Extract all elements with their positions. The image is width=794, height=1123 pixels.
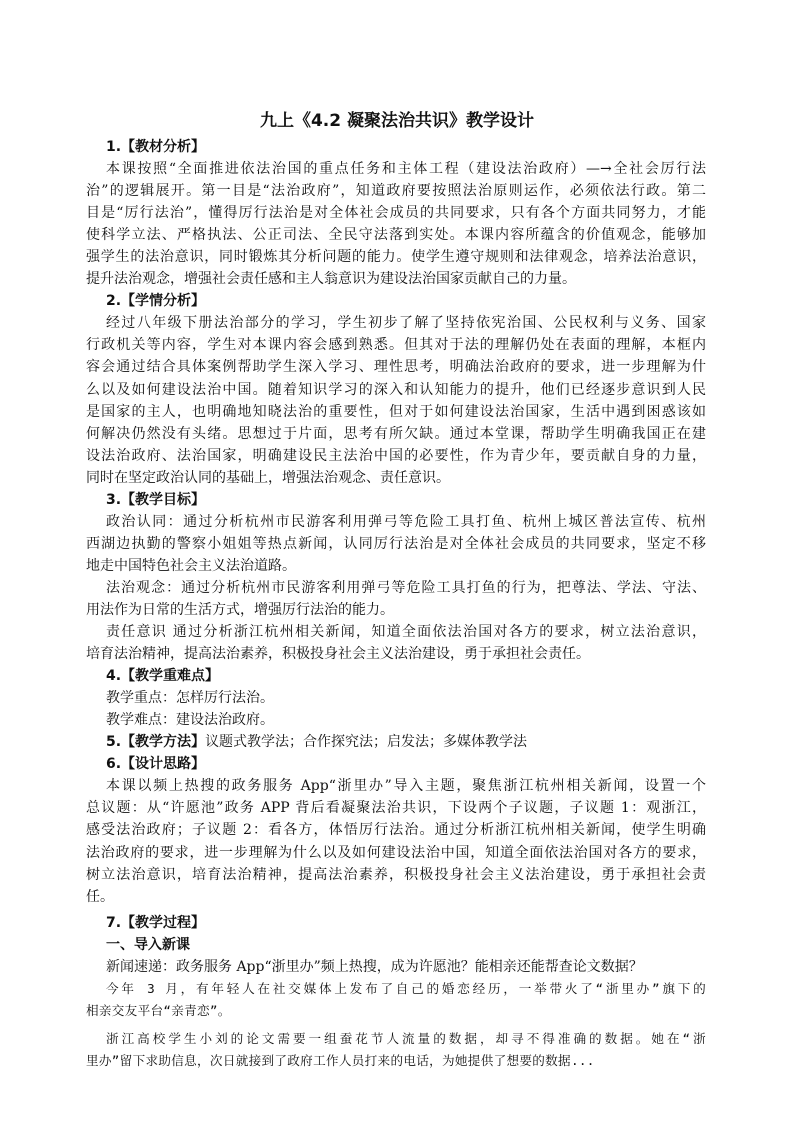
section-textbook-analysis (86, 158, 706, 290)
news-flash-text: 新闻速递：政务服务 App“浙里办”频上热搜，成为许愿池？能相亲还能帮查论文数据？ (106, 958, 643, 975)
section-teaching-methods (86, 731, 706, 753)
paragraph-line: 本课以频上热搜的政务服务 App“浙里办”导入主题，聚焦浙江杭州相关新闻，设置一个 (106, 778, 706, 795)
paragraph-line: 治”的逻辑展开。第一目是“法治政府”，知道政府要按照法治原则运作，必须依法行政。第二 (86, 183, 706, 200)
paragraph-line: 提升法治观念，增强社会责任感和主人翁意识为建设法治国家贡献自己的力量。 (86, 271, 576, 288)
section-heading-teaching-goals: 3.【教学目标】 (106, 491, 206, 508)
document-body (86, 136, 706, 1072)
teaching-methods-text: 议题式教学法；合作探究法；启发法；多媒体教学法 (205, 734, 528, 751)
paragraph-line: 责任意识 通过分析浙江杭州相关新闻，知道全面依法治国对各方的要求，树立法治意识， (106, 624, 706, 641)
paragraph-line: 用法作为日常的生活方式，增强厉行法治的能力。 (86, 601, 394, 618)
paragraph-line: 目是“厉行法治”，懂得厉行法治是对全体社会成员的共同要求，只有各个方面共同努力，才能 (86, 205, 706, 222)
page-title: 九上《4.2 凝聚法治共识》教学设计 (259, 111, 535, 131)
section-design-ideas (86, 775, 706, 907)
paragraph-line: 容会通过结合具体案例帮助学生深入学习、理性思考，明确法治政府的要求，进一步理解为什 (86, 359, 706, 376)
paragraph-line: 政治认同：通过分析杭州市民游客利用弹弓等危险工具打鱼、杭州上城区普法宣传、杭州 (106, 513, 706, 530)
section-heading-learner-analysis: 2.【学情分析】 (106, 293, 206, 310)
paragraph-line: 总议题：从“许愿池”政务 APP 背后看凝聚法治共识，下设两个子议题，子议题 1：观浙江， (86, 800, 706, 817)
paragraph-line: 法治观念：通过分析杭州市民游客利用弹弓等危险工具打鱼的行为，把尊法、学法、守法、 (106, 579, 706, 596)
paragraph-line: 使科学立法、严格执法、公正司法、全民守法落到实处。本课内容所蕴含的价值观念，能够加 (86, 227, 706, 244)
section-heading-teaching-process: 7.【教学过程】 (106, 914, 206, 931)
news-case-line: 浙江高校学生小刘的论文需要一组蚕花节人流量的数据，却寻不得准确的数据。她在“浙 (106, 1030, 706, 1046)
section-heading-textbook-analysis: 1.【教材分析】 (106, 139, 206, 155)
paragraph-line: 强学生的法治意识，同时锻炼其分析问题的能力。使学生遵守规则和法律观念，培养法治意识， (86, 249, 706, 266)
paragraph-line: 感受法治政府；子议题 2：看各方，体悟厉行法治。通过分析浙江杭州相关新闻，使学生明确 (86, 822, 706, 839)
paragraph-line: 教学重点：怎样厉行法治。 (106, 690, 274, 707)
news-case-line: 今年 3 月，有年轻人在社交媒体上发布了自己的婚恋经历，一举带火了“浙里办”旗下的 (106, 980, 706, 996)
news-case-line: 相亲交友平台“亲青恋”。 (86, 1002, 231, 1018)
paragraph-line: 本课按照“全面推进依法治国的重点任务和主体工程（建设法治政府）—→全社会厉行法 (106, 161, 706, 178)
paragraph-line: 行政机关等内容，学生对本课内容会感到熟悉。但其对于法的理解仍处在表面的理解，本框内 (86, 337, 706, 354)
paragraph-line: 是国家的主人，也明确地知晓法治的重要性，但对于如何建设法治国家，生活中遇到困惑该如 (86, 403, 706, 420)
section-teaching-goals (86, 511, 706, 665)
paragraph-line: 设法治政府、法治国家，明确建设民主法治中国的必要性，作为青少年，要贡献自身的力量， (86, 447, 706, 464)
section-heading-design-ideas: 6.【设计思路】 (106, 756, 206, 773)
paragraph-line: 西湖边执勤的警察小姐姐等热点新闻，认同厉行法治是对全体社会成员的共同要求，坚定不移 (86, 535, 706, 552)
section-key-points (86, 687, 706, 731)
paragraph-line: 培育法治精神，提高法治素养，积极投身社会主义法治建设，勇于承担社会责任。 (86, 646, 590, 663)
paragraph-line: 地走中国特色社会主义法治道路。 (86, 557, 296, 574)
paragraph-line: 同时在坚定政治认同的基础上，增强法治观念、责任意识。 (86, 469, 450, 486)
paragraph-line: 么以及如何建设法治中国。随着知识学习的深入和认知能力的提升，他们已经逐步意识到人民 (86, 381, 706, 398)
news-case-line: 里办”留下求助信息，次日就接到了政府工作人员打来的电话，为她提供了想要的数据... (86, 1052, 595, 1068)
paragraph-line: 教学难点：建设法治政府。 (106, 712, 274, 729)
section-heading-teaching-methods: 5.【教学方法】 (106, 734, 206, 751)
paragraph-line: 何解决仍然没有头绪。思想过于片面，思考有所欠缺。通过本堂课，帮助学生明确我国正在建 (86, 425, 706, 442)
section-heading-key-points: 4.【教学重难点】 (106, 668, 220, 685)
paragraph-line: 树立法治意识，培育法治精神，提高法治素养，积极投身社会主义法治建设，勇于承担社会责 (86, 866, 706, 883)
subsection-heading-intro: 一、导入新课 (106, 936, 190, 953)
section-learner-analysis (86, 312, 706, 488)
paragraph-line: 法治政府的要求，进一步理解为什么以及如何建设法治中国，知道全面依法治国对各方的要求， (86, 844, 706, 861)
paragraph-line: 任。 (86, 888, 114, 905)
paragraph-line: 经过八年级下册法治部分的学习，学生初步了解了坚持依宪治国、公民权利与义务、国家 (106, 315, 706, 332)
section-teaching-process (86, 934, 706, 1072)
